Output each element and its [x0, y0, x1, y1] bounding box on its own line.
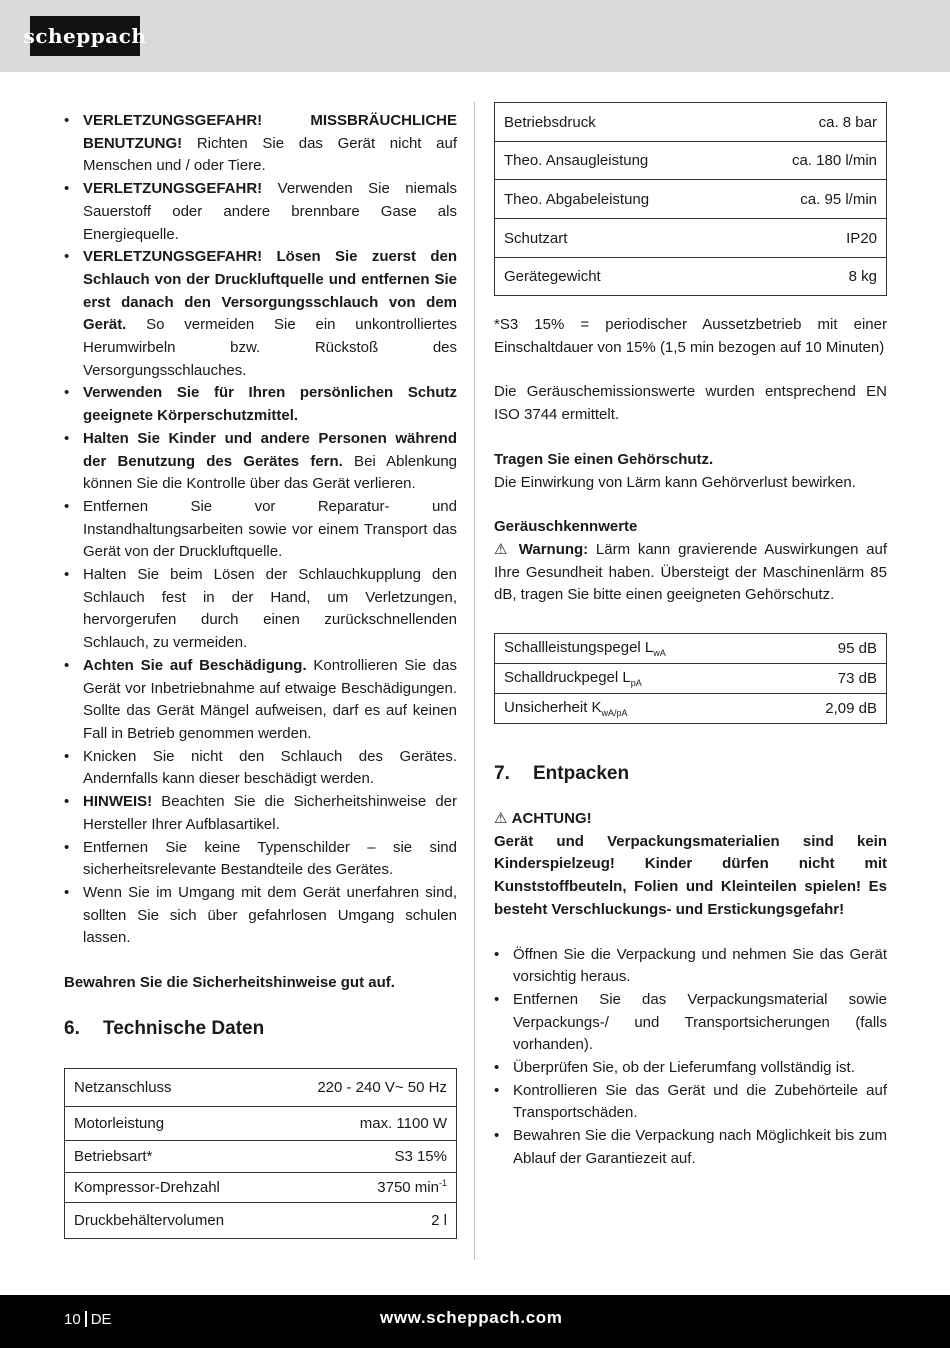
section-heading-technische-daten: 6. Technische Daten [64, 1017, 265, 1039]
list-item: • Kontrollieren Sie das Gerät und die Zubehörteile auf Transportschäden. [494, 1080, 887, 1125]
noise-values-table [494, 633, 887, 724]
list-item: • Öffnen Sie die Verpackung und nehmen Sie das Gerät vorsichtig heraus. [494, 944, 887, 989]
list-item: • Entfernen Sie keine Typenschilder – sie sind sicherheitsrelevante Bestandteile des Gerätes. [64, 837, 457, 882]
list-item: • Wenn Sie im Umgang mit dem Gerät unerfahren sind, sollten Sie sich über gefahrlosen Umgang schulen lassen. [64, 882, 457, 950]
page-header [0, 0, 950, 72]
table-row: Kompressor-Drehzahl 3750 $\min^{-1}$ [65, 1172, 457, 1202]
list-item: • Entfernen Sie vor Reparatur- und Instandhaltungsarbeiten sowie vor einem Transport das Gerät von der Druckluftquelle. [64, 496, 457, 564]
hearing-protection-heading: Tragen Sie einen Gehörschutz. [494, 450, 714, 468]
table-row: Netzanschluss 220 - 240 V~ 50 Hz [65, 1068, 457, 1106]
warning-triangle-icon: ⚠ [494, 540, 512, 558]
footer-separator [85, 1311, 87, 1327]
scheppach-logo: scheppach [30, 16, 140, 56]
achtung-heading: ⚠ ACHTUNG! [494, 810, 592, 828]
list-item: • Bewahren Sie die Verpackung nach Möglichkeit bis zum Ablauf der Garantiezeit auf. [494, 1125, 887, 1170]
noise-warning: ⚠ Warnung: Lärm kann gravierende Auswirkungen auf Ihre Gesundheit haben. Übersteigt der Maschinenlärm 85 dB, tragen Sie bitte einen geeigneten Gehörschutz. [494, 540, 887, 604]
list-item: • VERLETZUNGSGEFAHR! Verwenden Sie niemals Sauerstoff oder andere brennbare Gase als Energiequelle. [64, 178, 457, 246]
tech-data-table-continued [494, 102, 887, 296]
list-item: • Knicken Sie nicht den Schlauch des Gerätes. Andernfalls kann dieser beschädigt werden. [64, 746, 457, 791]
page-footer [0, 1295, 950, 1348]
column-divider [474, 102, 475, 1260]
warning-triangle-icon: ⚠ [494, 810, 508, 828]
list-item: • Achten Sie auf Beschädigung. Kontrollieren Sie das Gerät vor Inbetriebnahme auf etwaige Beschädigungen. Sollte das Gerät Mängel aufweisen, darf es auf keinen Fall in Betrieb genommen werden. [64, 655, 457, 746]
table-row: Theo. Abgabeleistung ca. 95 l/min [495, 180, 887, 219]
hearing-protection-text: Die Einwirkung von Lärm kann Gehörverlust bewirken. [494, 473, 856, 491]
achtung-text: Gerät und Verpackungsmaterialien sind kein Kinderspielzeug! Kinder dürfen nicht mit Kunststoffbeuteln, Folien und Kleinteilen spielen! Es besteht Verschluckungs- und Erstickungsgefahr! [494, 832, 887, 918]
table-row: Betriebsdruck ca. 8 bar [495, 103, 887, 142]
list-item: • Verwenden Sie für Ihren persönlichen Schutz geeignete Körperschutzmittel. [64, 382, 457, 427]
page-number: 10 DE [64, 1311, 112, 1328]
table-row: Schalldruckpegel $L_{pA}$ 73 dB [495, 664, 887, 694]
left-column [64, 110, 457, 1239]
noise-emission-note: Die Geräuschemissionswerte wurden entsprechend EN ISO 3744 ermittelt. [494, 383, 887, 424]
right-column [494, 102, 887, 1171]
table-row: Motorleistung max. 1100 W [65, 1106, 457, 1140]
table-row: Schallleistungspegel $L_{wA}$ 95 dB [495, 634, 887, 664]
table-row: Unsicherheit $K_{wA/pA}$ 2,09 dB [495, 694, 887, 724]
tech-data-table [64, 1068, 457, 1239]
noise-values-heading: Geräuschkennwerte [494, 518, 638, 536]
list-item: • VERLETZUNGSGEFAHR! MISSBRÄUCHLICHE BENUTZUNG! Richten Sie das Gerät nicht auf Menschen und / oder Tiere. [64, 110, 457, 178]
list-item: • Entfernen Sie das Verpackungsmaterial sowie Verpackungs-/ und Transportsicherungen (falls vorhanden). [494, 989, 887, 1057]
table-row: Gerätegewicht 8 kg [495, 258, 887, 296]
safety-bullet-list [64, 110, 457, 950]
table-row: Schutzart IP20 [495, 219, 887, 258]
keep-instructions-note: Bewahren Sie die Sicherheitshinweise gut auf. [64, 974, 395, 992]
s3-footnote: *S3 15% = periodischer Aussetzbetrieb mit einer Einschaltdauer von 15% (1,5 min bezogen auf 10 Minuten) [494, 316, 887, 356]
list-item: • Überprüfen Sie, ob der Lieferumfang vollständig ist. [494, 1057, 887, 1080]
unpacking-bullet-list [494, 944, 887, 1171]
list-item: • Halten Sie Kinder und andere Personen während der Benutzung des Gerätes fern. Bei Ablenkung können Sie die Kontrolle über das Gerät verlieren. [64, 428, 457, 496]
website-url[interactable]: www.scheppach.com [380, 1308, 563, 1327]
table-row: Betriebsart* S3 15% [65, 1140, 457, 1172]
table-row: Theo. Ansaugleistung ca. 180 l/min [495, 142, 887, 180]
list-item: • HINWEIS! Beachten Sie die Sicherheitshinweise der Hersteller Ihrer Aufblasartikel. [64, 791, 457, 836]
table-row: Druckbehältervolumen 2 l [65, 1202, 457, 1238]
list-item: • Halten Sie beim Lösen der Schlauchkupplung den Schlauch fest in der Hand, um Verletzungen, hervorgerufen durch einen zurückschnellenden Schlauch, zu vermeiden. [64, 564, 457, 655]
list-item: • VERLETZUNGSGEFAHR! Lösen Sie zuerst den Schlauch von der Druckluftquelle und entfernen Sie erst danach den Versorgungsschlauch von dem Gerät. So vermeiden Sie ein unkontrolliertes Herumwirbeln bzw. Rückstoß des Versorgungsschlauches. [64, 246, 457, 382]
section-heading-entpacken: 7. Entpacken [494, 763, 630, 785]
